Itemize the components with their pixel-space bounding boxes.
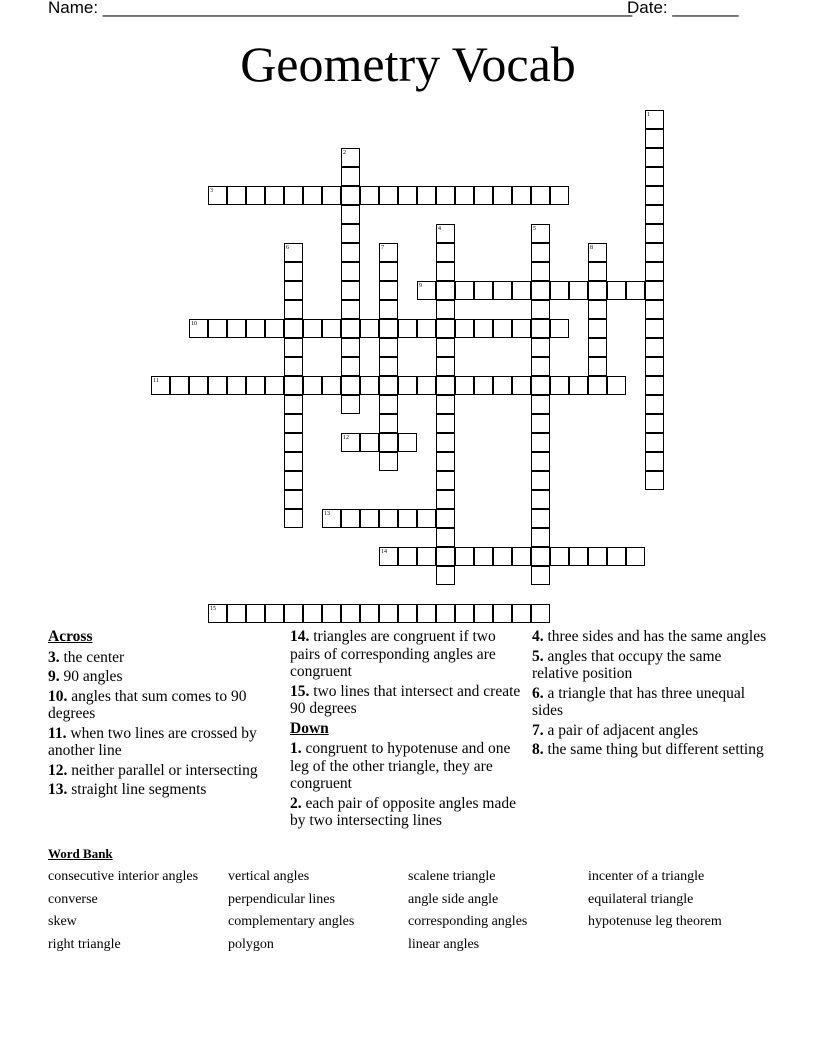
crossword-cell[interactable] — [436, 338, 455, 357]
crossword-cell[interactable] — [284, 281, 303, 300]
crossword-cell[interactable] — [284, 604, 303, 623]
crossword-cell[interactable] — [360, 376, 379, 395]
crossword-cell[interactable] — [436, 471, 455, 490]
crossword-clue-number: 8 — [590, 245, 593, 251]
crossword-cell[interactable] — [455, 604, 474, 623]
crossword-cell[interactable] — [284, 452, 303, 471]
crossword-cell[interactable] — [569, 376, 588, 395]
crossword-cell[interactable] — [645, 452, 664, 471]
clue-down-7: 7. a pair of adjacent angles — [532, 721, 699, 739]
clue-across-13: 13. straight line segments — [48, 781, 207, 798]
crossword-cell[interactable] — [474, 376, 493, 395]
word-bank-item: right triangle — [48, 937, 121, 952]
crossword-cell[interactable] — [436, 376, 455, 395]
crossword-cell[interactable] — [303, 319, 322, 338]
crossword-clue-number: 2 — [343, 150, 346, 156]
clue-across-15: 15. two lines that intersect and create 90 degrees — [290, 682, 521, 717]
crossword-cell[interactable] — [645, 376, 664, 395]
crossword-cell[interactable] — [284, 300, 303, 319]
crossword-cell[interactable] — [398, 547, 417, 566]
crossword-cell[interactable] — [379, 376, 398, 395]
crossword-clue-number: 15 — [210, 606, 216, 612]
crossword-cell[interactable] — [531, 376, 550, 395]
crossword-cell[interactable] — [303, 604, 322, 623]
crossword-cell[interactable] — [550, 186, 569, 205]
crossword-cell[interactable] — [379, 452, 398, 471]
crossword-cell[interactable] — [379, 186, 398, 205]
crossword-cell[interactable] — [531, 509, 550, 528]
crossword-cell[interactable] — [341, 205, 360, 224]
crossword-cell[interactable] — [531, 547, 550, 566]
crossword-clue-number: 12 — [343, 435, 349, 441]
crossword-cell[interactable] — [588, 300, 607, 319]
crossword-cell[interactable] — [436, 414, 455, 433]
crossword-clue-number: 13 — [324, 511, 330, 517]
crossword-cell[interactable] — [341, 262, 360, 281]
crossword-cell[interactable] — [645, 357, 664, 376]
crossword-cell[interactable] — [341, 604, 360, 623]
crossword-cell[interactable] — [170, 376, 189, 395]
crossword-cell[interactable] — [398, 186, 417, 205]
clue-down-2: 2. each pair of opposite angles made by two intersecting lines — [290, 794, 516, 829]
crossword-cell[interactable] — [531, 319, 550, 338]
crossword-clue-number: 11 — [153, 378, 159, 384]
crossword-cell[interactable] — [265, 604, 284, 623]
clue-across-11: 11. when two lines are crossed by another line — [48, 724, 257, 759]
crossword-cell[interactable] — [265, 376, 284, 395]
crossword-cell[interactable] — [284, 509, 303, 528]
crossword-cell[interactable] — [550, 281, 569, 300]
crossword-cell[interactable] — [531, 281, 550, 300]
crossword-cell[interactable] — [493, 604, 512, 623]
word-bank-item: corresponding angles — [408, 914, 528, 929]
crossword-cell[interactable] — [512, 186, 531, 205]
crossword-cell[interactable] — [360, 604, 379, 623]
clue-down-5: 5. angles that occupy the same relative position — [532, 647, 722, 682]
crossword-cell[interactable] — [265, 319, 284, 338]
word-bank-item: complementary angles — [228, 914, 355, 929]
crossword-cell[interactable] — [455, 186, 474, 205]
crossword-cell[interactable] — [531, 452, 550, 471]
crossword-cell[interactable] — [398, 319, 417, 338]
crossword-cell[interactable] — [341, 509, 360, 528]
crossword-cell[interactable] — [341, 357, 360, 376]
crossword-clue-number: 1 — [647, 112, 650, 118]
crossword-cell[interactable] — [284, 357, 303, 376]
crossword-cell[interactable] — [341, 167, 360, 186]
crossword-cell[interactable] — [436, 262, 455, 281]
crossword-cell[interactable] — [550, 376, 569, 395]
word-bank-item: perpendicular lines — [228, 892, 335, 907]
crossword-cell[interactable] — [246, 319, 265, 338]
crossword-cell[interactable] — [379, 604, 398, 623]
crossword-clue-number: 7 — [381, 245, 384, 251]
crossword-cell[interactable] — [436, 528, 455, 547]
clue-across-3: 3. the center — [48, 648, 125, 666]
clues-column-3 — [532, 628, 768, 761]
crossword-cell[interactable] — [379, 433, 398, 452]
crossword-cell[interactable] — [531, 433, 550, 452]
crossword-clue-number: 10 — [191, 321, 197, 327]
crossword-cell[interactable] — [645, 186, 664, 205]
word-bank-title: Word Bank — [48, 846, 113, 861]
crossword-cell[interactable] — [417, 547, 436, 566]
crossword-cell[interactable] — [569, 547, 588, 566]
crossword-cell[interactable] — [588, 281, 607, 300]
crossword-cell[interactable] — [341, 319, 360, 338]
crossword-cell[interactable] — [436, 357, 455, 376]
crossword-cell[interactable] — [322, 604, 341, 623]
crossword-cell[interactable] — [265, 186, 284, 205]
crossword-cell[interactable] — [645, 338, 664, 357]
crossword-cell[interactable] — [379, 338, 398, 357]
crossword-cell[interactable] — [588, 319, 607, 338]
word-bank-item: hypotenuse leg theorem — [588, 914, 722, 929]
crossword-cell[interactable] — [588, 357, 607, 376]
crossword-cell[interactable] — [474, 186, 493, 205]
crossword-cell[interactable] — [417, 604, 436, 623]
crossword-cell[interactable] — [607, 376, 626, 395]
crossword-cell[interactable] — [208, 376, 227, 395]
crossword-clue-number: 6 — [286, 245, 289, 251]
crossword-cell[interactable] — [626, 281, 645, 300]
crossword-cell[interactable] — [531, 395, 550, 414]
crossword-cell[interactable] — [436, 509, 455, 528]
crossword-cell[interactable] — [341, 376, 360, 395]
crossword-cell[interactable] — [284, 262, 303, 281]
word-bank-item: linear angles — [408, 937, 480, 952]
crossword-cell[interactable] — [379, 395, 398, 414]
crossword-cell[interactable] — [474, 547, 493, 566]
crossword-cell[interactable] — [360, 509, 379, 528]
crossword-cell[interactable] — [436, 433, 455, 452]
crossword-clue-number: 4 — [438, 226, 441, 232]
crossword-cell[interactable] — [550, 319, 569, 338]
crossword-cell[interactable] — [436, 243, 455, 262]
crossword-cell[interactable] — [379, 281, 398, 300]
clue-across-9: 9. 90 angles — [48, 668, 123, 685]
crossword-cell[interactable] — [588, 547, 607, 566]
crossword-cell[interactable] — [512, 376, 531, 395]
crossword-cell[interactable] — [227, 319, 246, 338]
crossword-cell[interactable] — [284, 490, 303, 509]
crossword-cell[interactable] — [246, 376, 265, 395]
word-bank-item: incenter of a triangle — [588, 869, 705, 884]
crossword-cell[interactable] — [341, 224, 360, 243]
crossword-cell[interactable] — [531, 490, 550, 509]
crossword-cell[interactable] — [417, 509, 436, 528]
clues-column-2 — [290, 628, 526, 832]
crossword-cell[interactable] — [303, 376, 322, 395]
crossword-cell[interactable] — [531, 338, 550, 357]
word-bank-item: equilateral triangle — [588, 892, 694, 907]
crossword-cell[interactable] — [417, 186, 436, 205]
crossword-cell[interactable] — [512, 604, 531, 623]
clue-across-10: 10. angles that sum comes to 90 degrees — [48, 687, 247, 722]
crossword-cell[interactable] — [645, 205, 664, 224]
crossword-cell[interactable] — [246, 604, 265, 623]
crossword-cell[interactable] — [436, 395, 455, 414]
crossword-cell[interactable] — [360, 319, 379, 338]
crossword-clue-number: 14 — [381, 549, 387, 555]
crossword-cell[interactable] — [645, 414, 664, 433]
crossword-cell[interactable] — [379, 509, 398, 528]
crossword-cell[interactable] — [588, 376, 607, 395]
crossword-cell[interactable] — [645, 129, 664, 148]
clues-column-1 — [48, 628, 284, 801]
crossword-cell[interactable] — [436, 452, 455, 471]
crossword-cell[interactable] — [227, 376, 246, 395]
crossword-cell[interactable] — [322, 319, 341, 338]
page-title: Geometry Vocab — [240, 36, 576, 92]
crossword-cell[interactable] — [531, 566, 550, 585]
crossword-cell[interactable] — [284, 433, 303, 452]
crossword-cell[interactable] — [284, 338, 303, 357]
crossword-cell[interactable] — [379, 300, 398, 319]
crossword-cell[interactable] — [531, 186, 550, 205]
crossword-cell[interactable] — [531, 528, 550, 547]
crossword-cell[interactable] — [417, 319, 436, 338]
crossword-cell[interactable] — [341, 395, 360, 414]
crossword-cell[interactable] — [322, 186, 341, 205]
crossword-cell[interactable] — [474, 319, 493, 338]
word-bank-item: polygon — [228, 937, 274, 952]
crossword-cell[interactable] — [436, 300, 455, 319]
crossword-cell[interactable] — [436, 566, 455, 585]
word-bank-item: vertical angles — [228, 869, 310, 884]
crossword-cell[interactable] — [436, 604, 455, 623]
crossword-cell[interactable] — [531, 471, 550, 490]
crossword-cell[interactable] — [341, 281, 360, 300]
crossword-cell[interactable] — [341, 186, 360, 205]
crossword-cell[interactable] — [512, 547, 531, 566]
crossword-cell[interactable] — [474, 281, 493, 300]
crossword-cell[interactable] — [379, 319, 398, 338]
crossword-cell[interactable] — [607, 281, 626, 300]
crossword-cell[interactable] — [493, 376, 512, 395]
clue-down-8: 8. the same thing but different setting — [532, 741, 764, 758]
word-bank-item: angle side angle — [408, 892, 499, 907]
crossword-cell[interactable] — [322, 376, 341, 395]
crossword-cell[interactable] — [493, 281, 512, 300]
crossword-cell[interactable] — [645, 319, 664, 338]
crossword-cell[interactable] — [208, 319, 227, 338]
crossword-cell[interactable] — [379, 262, 398, 281]
crossword-cell[interactable] — [417, 376, 436, 395]
crossword-cell[interactable] — [455, 281, 474, 300]
crossword-cell[interactable] — [645, 300, 664, 319]
crossword-cell[interactable] — [303, 186, 322, 205]
word-bank-item: skew — [48, 914, 77, 929]
clue-down-1: 1. congruent to hypotenuse and one leg of the other triangle, they are congruent — [290, 740, 511, 792]
crossword-cell[interactable] — [436, 490, 455, 509]
crossword-cell[interactable] — [227, 186, 246, 205]
crossword-cell[interactable] — [284, 414, 303, 433]
clue-across-14: 14. triangles are congruent if two pairs of corresponding angles are congruent — [290, 628, 496, 680]
clue-down-4: 4. three sides and has the same angles — [532, 628, 767, 645]
word-bank-item: scalene triangle — [408, 869, 496, 884]
crossword-cell[interactable] — [645, 167, 664, 186]
crossword-clue-number: 9 — [419, 283, 422, 289]
crossword-cell[interactable] — [284, 319, 303, 338]
word-bank-item: converse — [48, 892, 98, 907]
crossword-cell[interactable] — [531, 243, 550, 262]
crossword-cell[interactable] — [341, 243, 360, 262]
crossword-cell[interactable] — [493, 547, 512, 566]
crossword-cell[interactable] — [550, 547, 569, 566]
crossword-cell[interactable] — [398, 509, 417, 528]
crossword-cell[interactable] — [493, 186, 512, 205]
crossword-cell[interactable] — [645, 433, 664, 452]
crossword-cell[interactable] — [455, 376, 474, 395]
crossword-cell[interactable] — [360, 186, 379, 205]
crossword-cell[interactable] — [189, 376, 208, 395]
crossword-cell[interactable] — [645, 471, 664, 490]
crossword-cell[interactable] — [626, 547, 645, 566]
crossword-cell[interactable] — [284, 186, 303, 205]
down-heading: Down — [290, 719, 329, 737]
crossword-cell[interactable] — [227, 604, 246, 623]
crossword-cell[interactable] — [645, 262, 664, 281]
crossword-cell[interactable] — [379, 414, 398, 433]
crossword-cell[interactable] — [645, 395, 664, 414]
crossword-clue-number: 5 — [533, 226, 536, 232]
crossword-clue-number: 3 — [210, 188, 213, 194]
crossword-cell[interactable] — [398, 376, 417, 395]
crossword-cell[interactable] — [398, 604, 417, 623]
crossword-cell[interactable] — [512, 319, 531, 338]
crossword-cell[interactable] — [398, 433, 417, 452]
date-field-label: Date: _______ — [627, 0, 739, 17]
crossword-cell[interactable] — [341, 338, 360, 357]
crossword-cell[interactable] — [455, 319, 474, 338]
crossword-cell[interactable] — [284, 395, 303, 414]
crossword-cell[interactable] — [284, 471, 303, 490]
crossword-cell[interactable] — [531, 414, 550, 433]
crossword-cell[interactable] — [645, 243, 664, 262]
name-field-label: Name: ________________________________________________________ — [48, 0, 633, 17]
crossword-cell[interactable] — [436, 319, 455, 338]
crossword-cell[interactable] — [436, 186, 455, 205]
crossword-cell[interactable] — [588, 262, 607, 281]
crossword-cell[interactable] — [246, 186, 265, 205]
crossword-cell[interactable] — [455, 547, 474, 566]
crossword-cell[interactable] — [436, 281, 455, 300]
crossword-cell[interactable] — [360, 433, 379, 452]
crossword-cell[interactable] — [379, 357, 398, 376]
across-heading: Across — [48, 628, 93, 645]
crossword-cell[interactable] — [531, 604, 550, 623]
crossword-cell[interactable] — [474, 604, 493, 623]
crossword-cell[interactable] — [284, 376, 303, 395]
crossword-cell[interactable] — [531, 357, 550, 376]
crossword-cell[interactable] — [531, 300, 550, 319]
clue-across-12: 12. neither parallel or intersecting — [48, 761, 258, 779]
crossword-cell[interactable] — [645, 148, 664, 167]
word-bank-item: consecutive interior angles — [48, 869, 199, 884]
crossword-cell[interactable] — [588, 338, 607, 357]
crossword-cell[interactable] — [436, 547, 455, 566]
crossword-cell[interactable] — [512, 281, 531, 300]
crossword-cell[interactable] — [645, 224, 664, 243]
crossword-cell[interactable] — [607, 547, 626, 566]
crossword-cell[interactable] — [531, 262, 550, 281]
crossword-cell[interactable] — [341, 300, 360, 319]
crossword-cell[interactable] — [569, 281, 588, 300]
crossword-cell[interactable] — [645, 281, 664, 300]
clue-down-6: 6. a triangle that has three unequal sides — [532, 684, 746, 719]
crossword-cell[interactable] — [493, 319, 512, 338]
